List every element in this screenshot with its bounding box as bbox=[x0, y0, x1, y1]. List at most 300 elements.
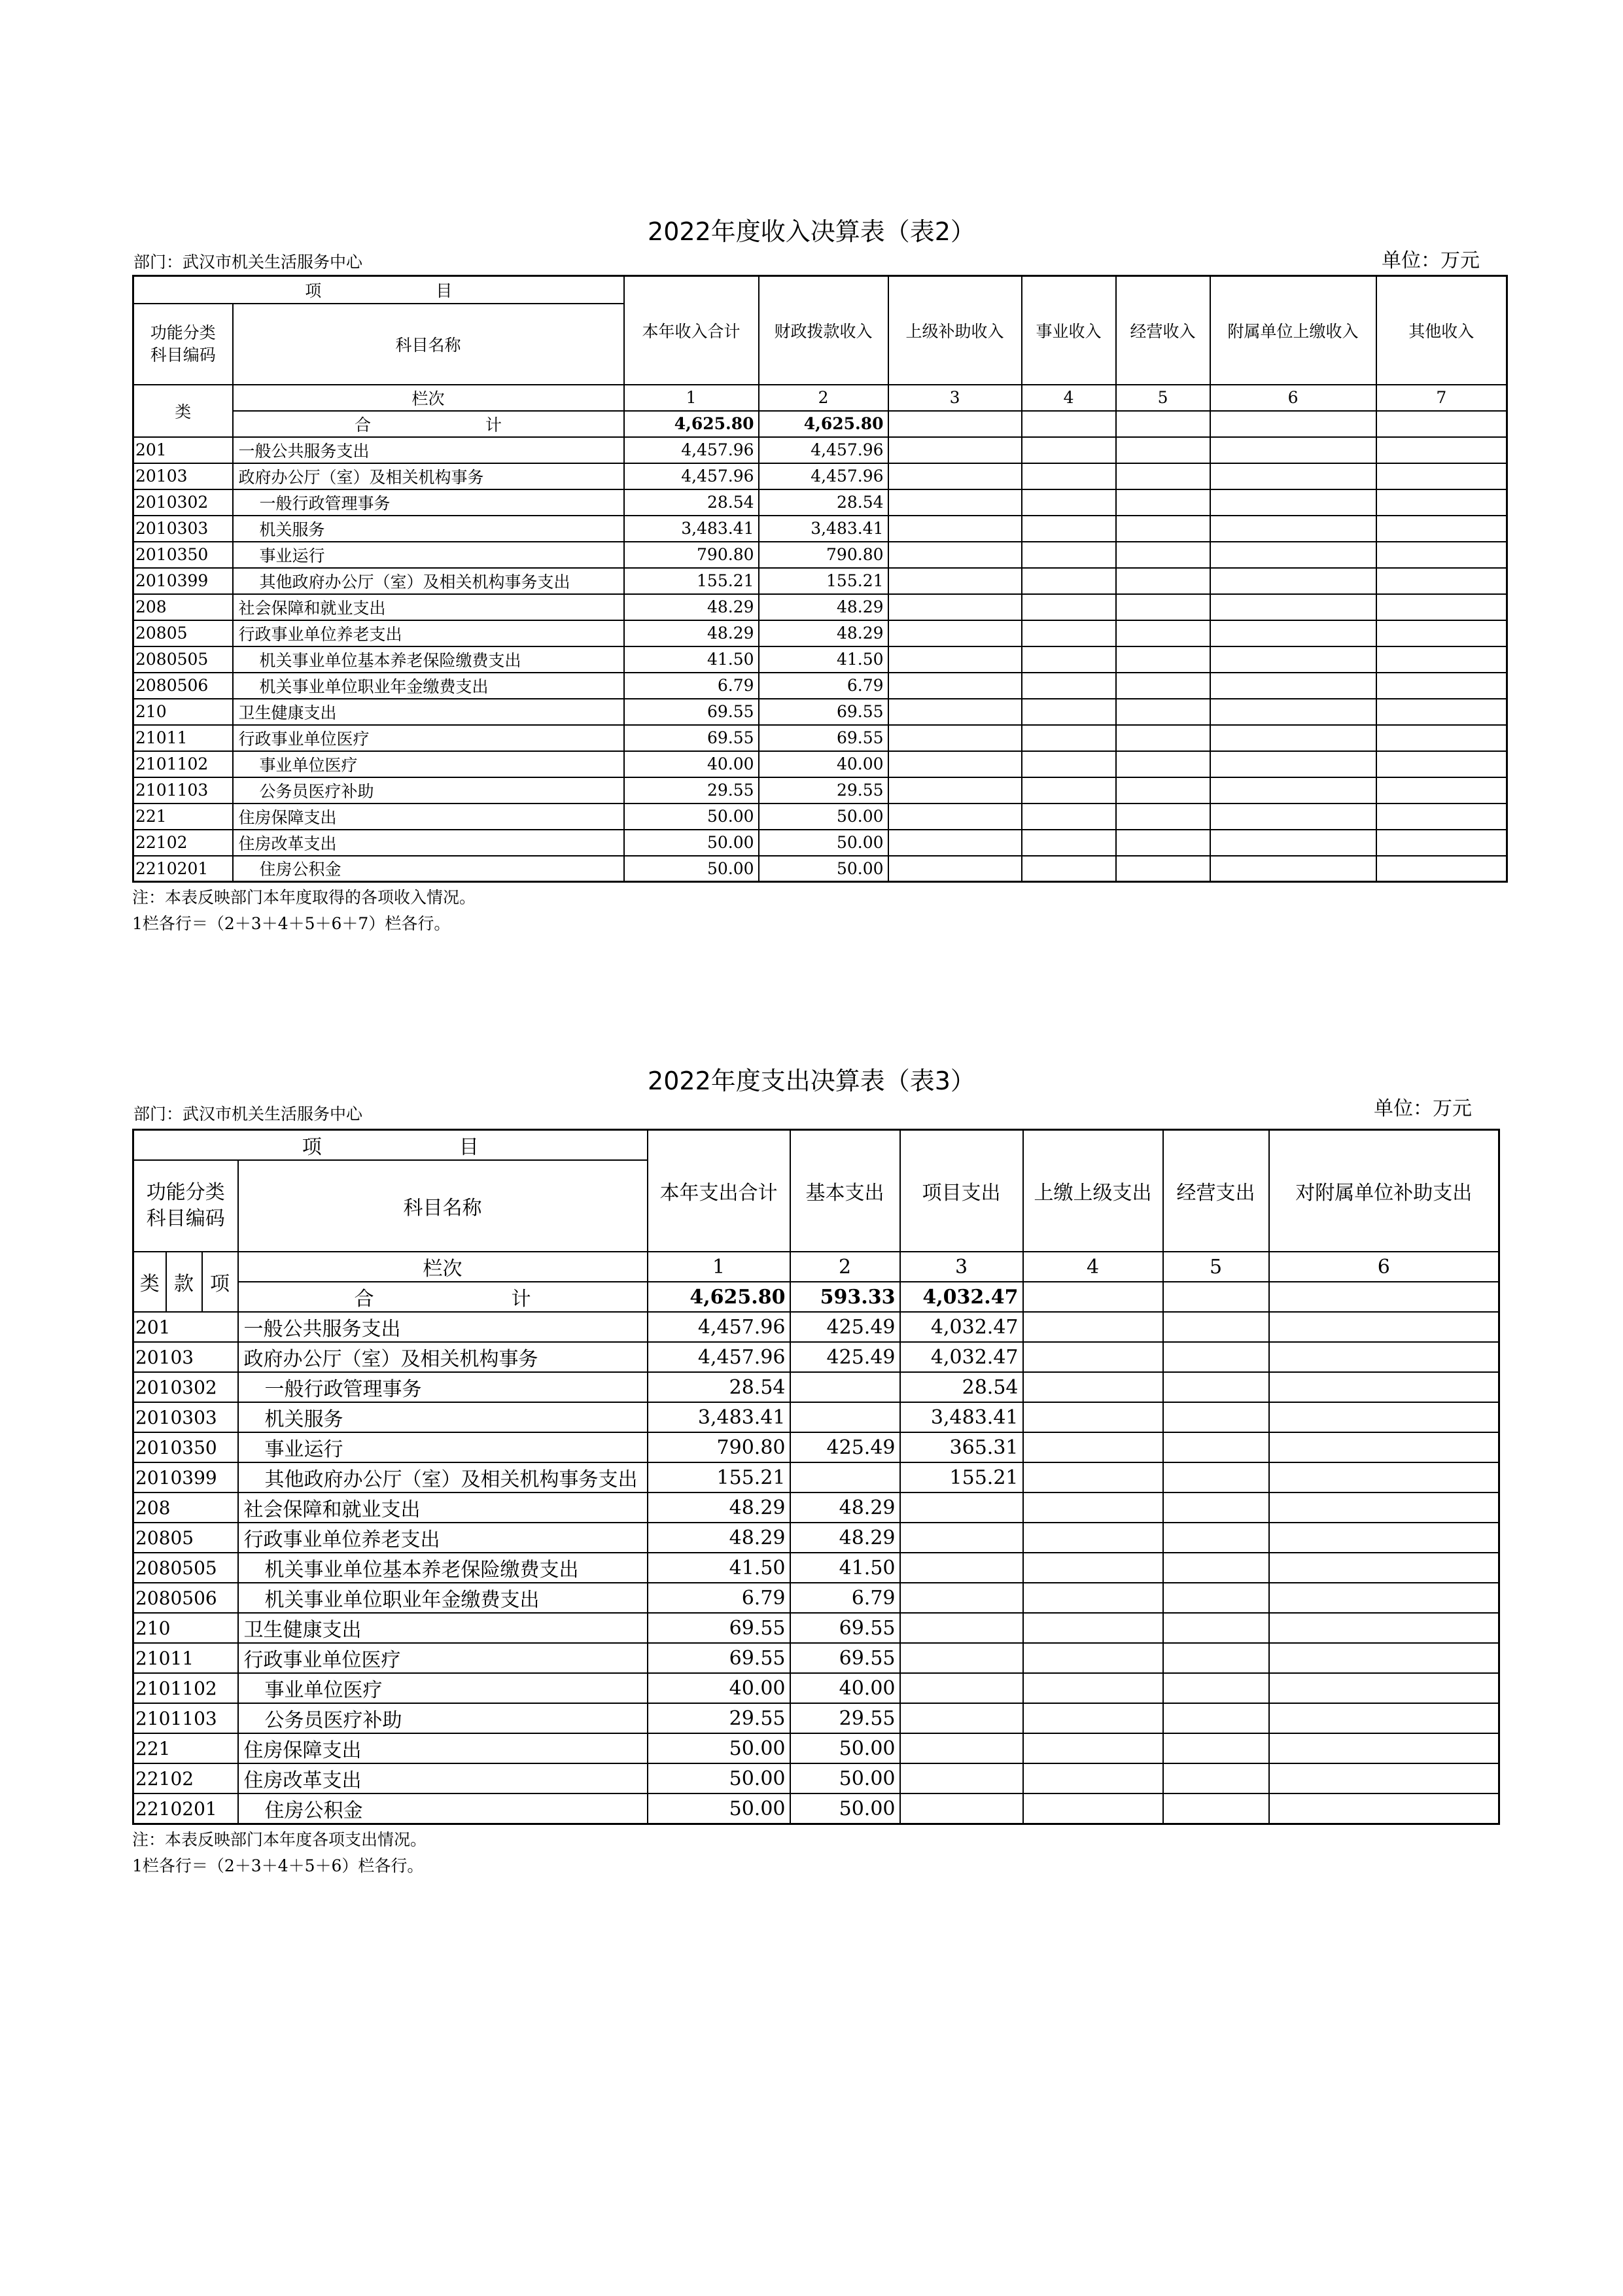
expense-total-row bbox=[133, 1282, 1499, 1312]
subject-name: 其他政府办公厅（室）及相关机构事务支出 bbox=[238, 1462, 648, 1492]
empty-cell bbox=[1163, 1553, 1269, 1583]
col-num: 5 bbox=[1116, 385, 1210, 411]
table-row bbox=[133, 568, 1507, 594]
table-row bbox=[133, 1372, 1499, 1402]
amount-cell bbox=[900, 1703, 1023, 1733]
amount-cell: 40.00 bbox=[648, 1673, 790, 1703]
empty-cell bbox=[1116, 751, 1210, 777]
empty-cell bbox=[1163, 1613, 1269, 1643]
subject-code: 221 bbox=[133, 1733, 238, 1763]
empty-cell bbox=[1210, 516, 1376, 542]
subject-name: 社会保障和就业支出 bbox=[233, 594, 624, 620]
subject-code: 20805 bbox=[133, 1523, 238, 1553]
subject-name: 机关事业单位职业年金缴费支出 bbox=[233, 673, 624, 699]
col-num: 3 bbox=[888, 385, 1022, 411]
empty-cell bbox=[1116, 646, 1210, 673]
table-row bbox=[133, 1342, 1499, 1372]
income-notes bbox=[132, 885, 476, 937]
subject-name: 政府办公厅（室）及相关机构事务 bbox=[238, 1342, 648, 1372]
empty-cell bbox=[1022, 856, 1116, 882]
empty-cell bbox=[1022, 699, 1116, 725]
table-row bbox=[133, 699, 1507, 725]
empty-cell bbox=[1210, 542, 1376, 568]
income-total-row bbox=[133, 411, 1507, 437]
subject-code: 2010303 bbox=[133, 1402, 238, 1432]
amount-cell: 50.00 bbox=[790, 1793, 900, 1824]
empty-cell bbox=[1269, 1793, 1499, 1824]
table-row bbox=[133, 1462, 1499, 1492]
empty-cell bbox=[1210, 437, 1376, 463]
empty-cell bbox=[1023, 1492, 1163, 1523]
empty-cell bbox=[1163, 1673, 1269, 1703]
table-row bbox=[133, 725, 1507, 751]
empty-cell bbox=[1376, 725, 1507, 751]
subject-name: 卫生健康支出 bbox=[238, 1613, 648, 1643]
amount-cell: 48.29 bbox=[759, 594, 888, 620]
table-row bbox=[133, 542, 1507, 568]
empty-cell bbox=[1269, 1462, 1499, 1492]
amount-cell bbox=[900, 1523, 1023, 1553]
amount-cell: 41.50 bbox=[648, 1553, 790, 1583]
subject-code: 221 bbox=[133, 804, 233, 830]
amount-cell: 48.29 bbox=[790, 1492, 900, 1523]
empty-cell bbox=[1163, 1402, 1269, 1432]
empty-cell bbox=[1269, 1402, 1499, 1432]
header-col-6: 附属单位上缴收入 bbox=[1210, 276, 1376, 385]
empty-cell bbox=[1022, 594, 1116, 620]
subject-name: 一般公共服务支出 bbox=[233, 437, 624, 463]
subject-code: 2101102 bbox=[133, 751, 233, 777]
empty-cell bbox=[1116, 489, 1210, 516]
amount-cell: 41.50 bbox=[790, 1553, 900, 1583]
total-value: 4,625.80 bbox=[624, 411, 759, 437]
empty-cell bbox=[1376, 620, 1507, 646]
total-label: 合 计 bbox=[238, 1282, 648, 1312]
empty-cell bbox=[1210, 699, 1376, 725]
empty-cell bbox=[1116, 463, 1210, 489]
amount-cell: 28.54 bbox=[624, 489, 759, 516]
empty-cell bbox=[1376, 516, 1507, 542]
empty-cell bbox=[1376, 856, 1507, 882]
subject-code: 2101103 bbox=[133, 777, 233, 804]
empty-cell bbox=[888, 437, 1022, 463]
amount-cell bbox=[900, 1673, 1023, 1703]
amount-cell: 4,032.47 bbox=[900, 1312, 1023, 1342]
amount-cell: 29.55 bbox=[624, 777, 759, 804]
amount-cell: 4,457.96 bbox=[759, 463, 888, 489]
empty-cell bbox=[1269, 1342, 1499, 1372]
amount-cell: 48.29 bbox=[790, 1523, 900, 1553]
expense-note-2: 1栏各行＝（2＋3＋4＋5＋6）栏各行。 bbox=[132, 1856, 424, 1875]
income-table bbox=[132, 275, 1508, 883]
expense-department: 部门：武汉市机关生活服务中心 bbox=[133, 1104, 363, 1123]
table-row bbox=[133, 1432, 1499, 1462]
header-code: 功能分类 科目编码 bbox=[133, 304, 233, 385]
col-num: 4 bbox=[1023, 1252, 1163, 1282]
amount-cell: 6.79 bbox=[759, 673, 888, 699]
subject-code: 201 bbox=[133, 1312, 238, 1342]
subject-code: 2010399 bbox=[133, 568, 233, 594]
header-col-5: 经营支出 bbox=[1163, 1130, 1269, 1252]
header-col-2: 基本支出 bbox=[790, 1130, 900, 1252]
header-col-4: 上缴上级支出 bbox=[1023, 1130, 1163, 1252]
col-num: 5 bbox=[1163, 1252, 1269, 1282]
expense-table-body bbox=[133, 1312, 1499, 1824]
subject-code: 2010302 bbox=[133, 489, 233, 516]
subject-name: 行政事业单位养老支出 bbox=[238, 1523, 648, 1553]
subject-code: 2080505 bbox=[133, 646, 233, 673]
amount-cell: 69.55 bbox=[759, 699, 888, 725]
amount-cell: 40.00 bbox=[759, 751, 888, 777]
empty-cell bbox=[1023, 1523, 1163, 1553]
table-row bbox=[133, 1673, 1499, 1703]
amount-cell: 50.00 bbox=[759, 856, 888, 882]
empty-cell bbox=[1376, 673, 1507, 699]
amount-cell: 69.55 bbox=[759, 725, 888, 751]
empty-cell bbox=[1022, 777, 1116, 804]
subject-code: 2101102 bbox=[133, 1673, 238, 1703]
empty-cell bbox=[888, 620, 1022, 646]
amount-cell: 50.00 bbox=[648, 1763, 790, 1793]
empty-cell bbox=[1210, 804, 1376, 830]
empty-cell bbox=[1269, 1703, 1499, 1733]
amount-cell bbox=[900, 1553, 1023, 1583]
empty-cell bbox=[1116, 620, 1210, 646]
table-row bbox=[133, 516, 1507, 542]
subject-code: 2101103 bbox=[133, 1703, 238, 1733]
header-col-5: 经营收入 bbox=[1116, 276, 1210, 385]
subject-code: 2210201 bbox=[133, 1793, 238, 1824]
empty-cell bbox=[888, 856, 1022, 882]
subject-code: 2080506 bbox=[133, 673, 233, 699]
subject-name: 其他政府办公厅（室）及相关机构事务支出 bbox=[233, 568, 624, 594]
empty-cell bbox=[1116, 699, 1210, 725]
total-value: 4,625.80 bbox=[648, 1282, 790, 1312]
col-num: 1 bbox=[648, 1252, 790, 1282]
empty-cell bbox=[1269, 1733, 1499, 1763]
table-row bbox=[133, 594, 1507, 620]
empty-cell bbox=[1269, 1553, 1499, 1583]
empty-cell bbox=[1022, 516, 1116, 542]
income-colnum-row bbox=[133, 385, 1507, 411]
subject-name: 事业运行 bbox=[233, 542, 624, 568]
subject-code: 2010399 bbox=[133, 1462, 238, 1492]
amount-cell bbox=[900, 1492, 1023, 1523]
subject-name: 事业运行 bbox=[238, 1432, 648, 1462]
empty-cell bbox=[888, 646, 1022, 673]
amount-cell: 155.21 bbox=[624, 568, 759, 594]
table-row bbox=[133, 856, 1507, 882]
subject-name: 一般行政管理事务 bbox=[233, 489, 624, 516]
amount-cell: 48.29 bbox=[648, 1523, 790, 1553]
header-lanci: 栏次 bbox=[233, 385, 624, 411]
empty-cell bbox=[1022, 673, 1116, 699]
col-num: 3 bbox=[900, 1252, 1023, 1282]
amount-cell: 3,483.41 bbox=[648, 1402, 790, 1432]
empty-cell bbox=[1116, 568, 1210, 594]
empty-cell bbox=[1269, 1372, 1499, 1402]
subject-code: 210 bbox=[133, 1613, 238, 1643]
empty-cell bbox=[1210, 568, 1376, 594]
empty-cell bbox=[1116, 594, 1210, 620]
expense-table-title: 2022年度支出决算表（表3） bbox=[648, 1067, 975, 1095]
empty-cell bbox=[888, 699, 1022, 725]
empty-cell bbox=[1163, 1793, 1269, 1824]
subject-code: 201 bbox=[133, 437, 233, 463]
amount-cell: 28.54 bbox=[759, 489, 888, 516]
amount-cell: 4,457.96 bbox=[759, 437, 888, 463]
amount-cell: 6.79 bbox=[648, 1583, 790, 1613]
expense-unit: 单位：万元 bbox=[1374, 1097, 1472, 1120]
empty-cell bbox=[1116, 856, 1210, 882]
amount-cell: 155.21 bbox=[900, 1462, 1023, 1492]
header-lei: 类 bbox=[133, 1252, 166, 1312]
table-row bbox=[133, 1312, 1499, 1342]
empty-cell bbox=[1163, 1703, 1269, 1733]
subject-code: 20103 bbox=[133, 1342, 238, 1372]
empty-cell bbox=[1116, 725, 1210, 751]
empty-cell bbox=[1376, 594, 1507, 620]
empty-cell bbox=[1023, 1432, 1163, 1462]
amount-cell: 48.29 bbox=[759, 620, 888, 646]
empty-cell bbox=[1269, 1432, 1499, 1462]
amount-cell: 4,457.96 bbox=[648, 1312, 790, 1342]
subject-code: 22102 bbox=[133, 830, 233, 856]
header-lanci: 栏次 bbox=[238, 1252, 648, 1282]
subject-code: 22102 bbox=[133, 1763, 238, 1793]
subject-name: 一般公共服务支出 bbox=[238, 1312, 648, 1342]
empty-cell bbox=[1022, 751, 1116, 777]
amount-cell: 41.50 bbox=[759, 646, 888, 673]
subject-code: 208 bbox=[133, 594, 233, 620]
col-num: 2 bbox=[759, 385, 888, 411]
empty-cell bbox=[1163, 1312, 1269, 1342]
amount-cell bbox=[900, 1793, 1023, 1824]
header-item: 项 目 bbox=[133, 276, 624, 304]
amount-cell: 4,457.96 bbox=[624, 437, 759, 463]
subject-code: 2080505 bbox=[133, 1553, 238, 1583]
header-xiang: 项 bbox=[202, 1252, 238, 1312]
col-num: 7 bbox=[1376, 385, 1507, 411]
subject-code: 21011 bbox=[133, 1643, 238, 1673]
amount-cell: 50.00 bbox=[759, 830, 888, 856]
total-value: 4,625.80 bbox=[759, 411, 888, 437]
empty-cell bbox=[1210, 463, 1376, 489]
income-note-2: 1栏各行＝（2＋3＋4＋5＋6＋7）栏各行。 bbox=[132, 914, 451, 933]
amount-cell: 50.00 bbox=[790, 1763, 900, 1793]
empty-cell bbox=[1376, 751, 1507, 777]
amount-cell: 6.79 bbox=[790, 1583, 900, 1613]
table-row bbox=[133, 1733, 1499, 1763]
empty-cell bbox=[1376, 830, 1507, 856]
subject-name: 行政事业单位医疗 bbox=[238, 1643, 648, 1673]
empty-cell bbox=[1269, 1312, 1499, 1342]
empty-cell bbox=[888, 673, 1022, 699]
empty-cell bbox=[1210, 673, 1376, 699]
empty-cell bbox=[888, 516, 1022, 542]
amount-cell: 69.55 bbox=[790, 1613, 900, 1643]
amount-cell: 425.49 bbox=[790, 1312, 900, 1342]
empty-cell bbox=[1269, 1523, 1499, 1553]
empty-cell bbox=[1269, 1492, 1499, 1523]
subject-name: 公务员医疗补助 bbox=[233, 777, 624, 804]
subject-code: 20103 bbox=[133, 463, 233, 489]
empty-cell bbox=[1376, 777, 1507, 804]
empty-cell bbox=[888, 751, 1022, 777]
amount-cell: 425.49 bbox=[790, 1432, 900, 1462]
amount-cell: 50.00 bbox=[624, 804, 759, 830]
empty-cell bbox=[1116, 516, 1210, 542]
empty-cell bbox=[1163, 1432, 1269, 1462]
empty-cell bbox=[1116, 542, 1210, 568]
amount-cell bbox=[900, 1613, 1023, 1643]
amount-cell bbox=[790, 1462, 900, 1492]
subject-name: 机关事业单位基本养老保险缴费支出 bbox=[233, 646, 624, 673]
expense-table bbox=[132, 1129, 1500, 1825]
empty-cell bbox=[1376, 542, 1507, 568]
empty-cell bbox=[1269, 1643, 1499, 1673]
subject-code: 2080506 bbox=[133, 1583, 238, 1613]
amount-cell: 4,457.96 bbox=[624, 463, 759, 489]
amount-cell: 50.00 bbox=[759, 804, 888, 830]
empty-cell bbox=[888, 568, 1022, 594]
subject-code: 210 bbox=[133, 699, 233, 725]
empty-cell bbox=[1163, 1372, 1269, 1402]
subject-code: 2010303 bbox=[133, 516, 233, 542]
header-name: 科目名称 bbox=[233, 304, 624, 385]
subject-name: 事业单位医疗 bbox=[238, 1673, 648, 1703]
amount-cell bbox=[790, 1402, 900, 1432]
table-row bbox=[133, 1553, 1499, 1583]
income-table-title: 2022年度收入决算表（表2） bbox=[648, 217, 975, 246]
empty-cell bbox=[1376, 646, 1507, 673]
empty-cell bbox=[1269, 1763, 1499, 1793]
subject-code: 2010302 bbox=[133, 1372, 238, 1402]
table-row bbox=[133, 804, 1507, 830]
amount-cell: 4,032.47 bbox=[900, 1342, 1023, 1372]
amount-cell: 790.80 bbox=[759, 542, 888, 568]
income-table-body bbox=[133, 437, 1507, 882]
amount-cell bbox=[790, 1372, 900, 1402]
header-item: 项 目 bbox=[133, 1130, 648, 1161]
empty-cell bbox=[1023, 1553, 1163, 1583]
header-kuan: 款 bbox=[166, 1252, 202, 1312]
header-col-2: 财政拨款收入 bbox=[759, 276, 888, 385]
total-value: 593.33 bbox=[790, 1282, 900, 1312]
amount-cell: 3,483.41 bbox=[624, 516, 759, 542]
subject-name: 社会保障和就业支出 bbox=[238, 1492, 648, 1523]
empty-cell bbox=[1116, 804, 1210, 830]
subject-name: 机关服务 bbox=[238, 1402, 648, 1432]
empty-cell bbox=[888, 804, 1022, 830]
empty-cell bbox=[1210, 594, 1376, 620]
subject-code: 20805 bbox=[133, 620, 233, 646]
table-row bbox=[133, 1793, 1499, 1824]
amount-cell: 790.80 bbox=[648, 1432, 790, 1462]
empty-cell bbox=[1023, 1613, 1163, 1643]
header-name: 科目名称 bbox=[238, 1160, 648, 1252]
subject-name: 住房公积金 bbox=[233, 856, 624, 882]
amount-cell: 365.31 bbox=[900, 1432, 1023, 1462]
table-row bbox=[133, 1523, 1499, 1553]
subject-code: 2010350 bbox=[133, 542, 233, 568]
table-row bbox=[133, 1613, 1499, 1643]
table-row bbox=[133, 1703, 1499, 1733]
empty-cell bbox=[1116, 673, 1210, 699]
empty-cell bbox=[1210, 725, 1376, 751]
subject-name: 住房保障支出 bbox=[233, 804, 624, 830]
subject-name: 一般行政管理事务 bbox=[238, 1372, 648, 1402]
table-row bbox=[133, 1492, 1499, 1523]
header-lei: 类 bbox=[133, 385, 233, 437]
empty-cell bbox=[888, 463, 1022, 489]
empty-cell bbox=[1023, 1793, 1163, 1824]
amount-cell: 48.29 bbox=[624, 594, 759, 620]
empty-cell bbox=[1022, 620, 1116, 646]
empty-cell bbox=[1163, 1462, 1269, 1492]
empty-cell bbox=[1023, 1342, 1163, 1372]
expense-notes bbox=[132, 1827, 427, 1879]
amount-cell: 28.54 bbox=[648, 1372, 790, 1402]
subject-name: 卫生健康支出 bbox=[233, 699, 624, 725]
empty-cell bbox=[1023, 1402, 1163, 1432]
empty-cell bbox=[1269, 1583, 1499, 1613]
empty-cell bbox=[1023, 1643, 1163, 1673]
empty-cell bbox=[888, 725, 1022, 751]
empty-cell bbox=[888, 594, 1022, 620]
table-row bbox=[133, 830, 1507, 856]
header-col-1: 本年收入合计 bbox=[624, 276, 759, 385]
subject-name: 机关服务 bbox=[233, 516, 624, 542]
empty-cell bbox=[1116, 777, 1210, 804]
subject-name: 公务员医疗补助 bbox=[238, 1703, 648, 1733]
total-label: 合 计 bbox=[233, 411, 624, 437]
amount-cell: 50.00 bbox=[790, 1733, 900, 1763]
empty-cell bbox=[888, 542, 1022, 568]
amount-cell: 3,483.41 bbox=[759, 516, 888, 542]
amount-cell: 29.55 bbox=[759, 777, 888, 804]
table-row bbox=[133, 463, 1507, 489]
amount-cell bbox=[900, 1643, 1023, 1673]
empty-cell bbox=[888, 489, 1022, 516]
empty-cell bbox=[1376, 568, 1507, 594]
empty-cell bbox=[1116, 437, 1210, 463]
empty-cell bbox=[1163, 1733, 1269, 1763]
col-num: 1 bbox=[624, 385, 759, 411]
empty-cell bbox=[1022, 646, 1116, 673]
amount-cell: 69.55 bbox=[648, 1613, 790, 1643]
table-row bbox=[133, 1763, 1499, 1793]
empty-cell bbox=[1269, 1613, 1499, 1643]
empty-cell bbox=[1210, 830, 1376, 856]
empty-cell bbox=[1269, 1673, 1499, 1703]
empty-cell bbox=[888, 830, 1022, 856]
table-row bbox=[133, 777, 1507, 804]
table-row bbox=[133, 751, 1507, 777]
empty-cell bbox=[1116, 830, 1210, 856]
empty-cell bbox=[1210, 777, 1376, 804]
subject-name: 住房改革支出 bbox=[233, 830, 624, 856]
amount-cell: 69.55 bbox=[624, 699, 759, 725]
income-department: 部门：武汉市机关生活服务中心 bbox=[133, 253, 363, 272]
empty-cell bbox=[1376, 489, 1507, 516]
empty-cell bbox=[1210, 489, 1376, 516]
table-row bbox=[133, 437, 1507, 463]
header-col-3: 上级补助收入 bbox=[888, 276, 1022, 385]
subject-name: 住房公积金 bbox=[238, 1793, 648, 1824]
amount-cell: 48.29 bbox=[648, 1492, 790, 1523]
subject-name: 事业单位医疗 bbox=[233, 751, 624, 777]
